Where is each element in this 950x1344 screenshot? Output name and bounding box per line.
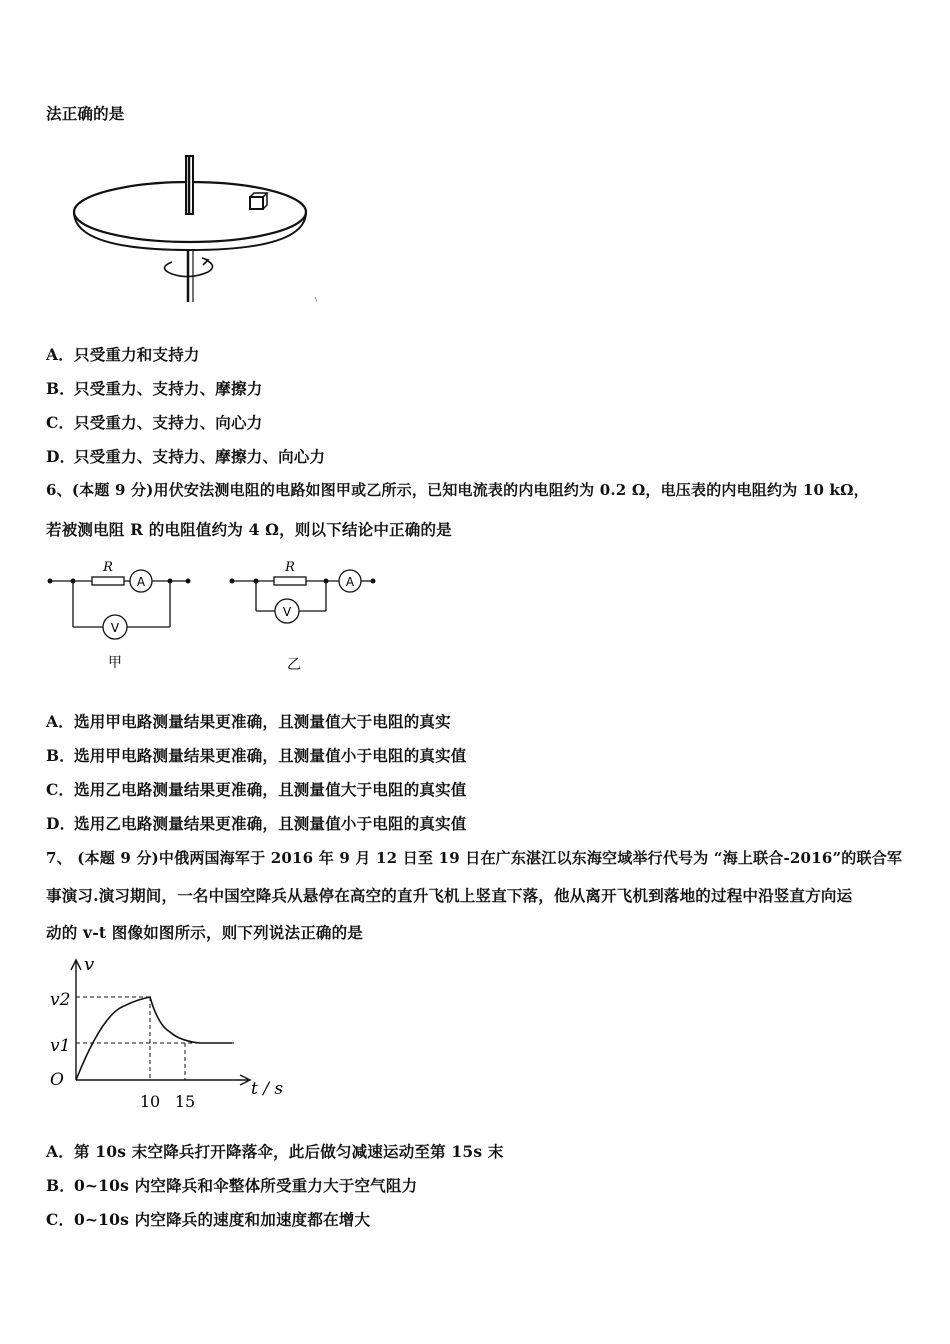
q6-option-a[interactable] [46,710,451,732]
option-text: 只受重力和支持力 [74,345,200,364]
option-letter: C． [46,413,75,432]
turntable-figure [62,150,332,310]
option-letter: A． [46,345,74,364]
q5-tail-text: 法正确的是 [46,104,125,123]
tick-10: 10 [139,1092,161,1111]
q6-option-d[interactable] [46,812,467,834]
option-letter: D． [46,814,76,833]
q7-stem-line2: 事演习.演习期间，一名中国空降兵从悬停在高空的直升飞机上竖直下落，他从离开飞机到落地的过程中沿竖直方向运 [46,886,853,905]
q6-option-b[interactable] [46,744,467,766]
ammeter-label-yi: A [345,575,355,589]
vt-graph [40,950,300,1115]
option-letter: C． [46,1210,75,1229]
option-text: 选用乙电路测量结果更准确，且测量值大于电阻的真实值 [74,780,467,799]
option-letter: A． [46,1142,74,1161]
option-text: 选用甲电路测量结果更准确，且测量值大于电阻的真实 [74,712,451,731]
origin-label: O [50,1070,64,1090]
option-letter: A． [46,712,74,731]
option-letter: B． [46,746,76,765]
option-text: 只受重力、支持力、向心力 [74,413,263,432]
option-text: 0~10s 内空降兵的速度和加速度都在增大 [74,1210,371,1229]
voltmeter-label-yi: V [282,605,292,619]
q7-option-c[interactable] [46,1208,370,1230]
q7-option-a[interactable] [46,1140,504,1162]
x-axis-label: t / s [251,1079,284,1099]
q7-stem-line1: 7、 (本题 9 分)中俄两国海军于 2016 年 9 月 12 日至 19 日在广东湛江以东海空域举行代号为 “海上联合-2016”的联合军 [46,849,903,867]
option-text: 只受重力、支持力、摩擦力、向心力 [74,447,326,466]
option-text: 只受重力、支持力、摩擦力 [74,379,263,398]
ammeter-label-jia: A [136,575,146,589]
caption-jia: 甲 [108,655,122,671]
resistor-label-yi: R [285,560,295,575]
tick-15: 15 [174,1092,196,1111]
q7-stem-line3: 动的 v-t 图像如图所示，则下列说法正确的是 [46,923,363,942]
q6-stem-line2: 若被测电阻 R 的电阻值约为 4 Ω，则以下结论中正确的是 [46,520,452,539]
q5-option-c[interactable] [46,411,262,433]
option-text: 选用乙电路测量结果更准确，且测量值小于电阻的真实值 [74,814,467,833]
circuit-figure [40,555,400,675]
q5-option-a[interactable] [46,343,200,365]
voltmeter-label-jia: V [110,621,120,635]
option-letter: D． [46,447,76,466]
q5-option-d[interactable] [46,445,325,467]
resistor-label-jia: R [103,560,113,575]
option-text: 选用甲电路测量结果更准确，且测量值小于电阻的真实值 [74,746,467,765]
q6-stem-line1: 6、(本题 9 分)用伏安法测电阻的电路如图甲或乙所示，已知电流表的内电阻约为 0.2 Ω，电压表的内电阻约为 10 kΩ， [46,481,869,499]
q5-option-b[interactable] [46,377,262,399]
q7-option-b[interactable] [46,1174,417,1196]
v1-label: v1 [50,1036,71,1056]
option-text: 第 10s 末空降兵打开降落伞，此后做匀减速运动至第 15s 末 [74,1142,504,1161]
q6-option-c[interactable] [46,778,467,800]
option-letter: B． [46,379,76,398]
option-text: 0~10s 内空降兵和伞整体所受重力大于空气阻力 [74,1176,418,1195]
option-letter: C． [46,780,75,799]
y-axis-label: v [84,954,95,975]
caption-yi: 乙 [287,657,301,673]
v2-label: v2 [50,990,71,1010]
option-letter: B． [46,1176,76,1195]
